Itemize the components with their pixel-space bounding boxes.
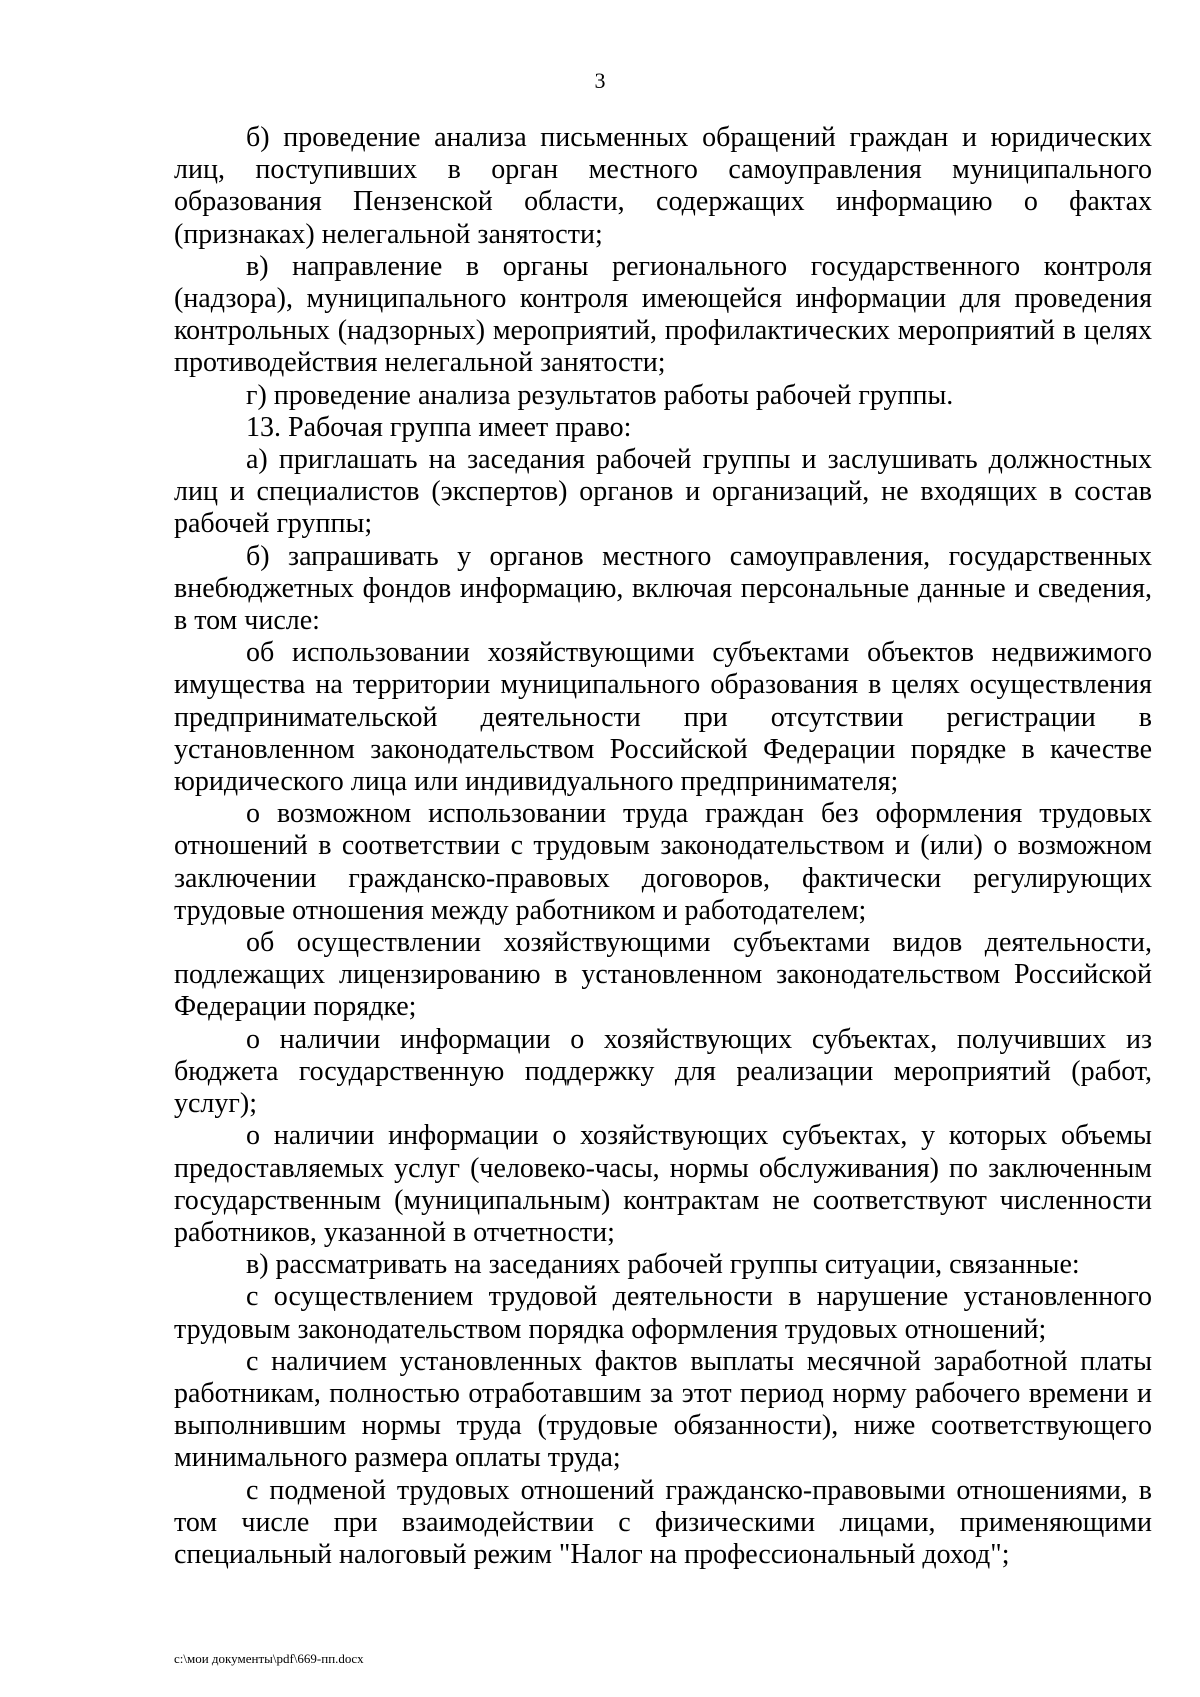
- paragraph-13v-item-1: с осуществлением трудовой деятельности в нарушение установленного трудовым законодательством порядка оформления трудовых отношений;: [174, 1281, 1152, 1345]
- paragraph-13b-item-1: об использовании хозяйствующими субъектами объектов недвижимого имущества на территории муниципального образования в целях осуществления предпринимательской деятельности при отсутствии регистрации в установленном законодательством Российской Федерации порядке в качестве юридического лица или индивидуального предпринимателя;: [174, 637, 1152, 798]
- paragraph-13a: а) приглашать на заседания рабочей группы и заслушивать должностных лиц и специалистов (экспертов) органов и организаций, не входящих в состав рабочей группы;: [174, 444, 1152, 540]
- paragraph-12v: в) направление в органы регионального государственного контроля (надзора), муниципального контроля имеющейся информации для проведения контрольных (надзорных) мероприятий, профилактических мероприятий в целях противодействия нелегальной занятости;: [174, 250, 1152, 379]
- paragraph-12b: б) проведение анализа письменных обращений граждан и юридических лиц, поступивших в орган местного самоуправления муниципального образования Пензенской области, содержащих информацию о фактах (признаках) нелегальной занятости;: [174, 122, 1152, 250]
- footer-file-path: c:\мои документы\pdf\669-пп.docx: [174, 1651, 364, 1666]
- paragraph-13v-item-2: с наличием установленных фактов выплаты месячной заработной платы работникам, полностью отработавшим за этот период норму рабочего времени и выполнившим нормы труда (трудовые обязанности), ниже соответствующего минимального размера оплаты труда;: [174, 1345, 1152, 1474]
- paragraph-13b-item-5: о наличии информации о хозяйствующих субъектах, у которых объемы предоставляемых услуг (человеко-часы, нормы обслуживания) по заключенным государственным (муниципальным) контрактам не соответствуют численности работников, указанной в отчетности;: [174, 1120, 1152, 1248]
- paragraph-13b-item-4: о наличии информации о хозяйствующих субъектах, получивших из бюджета государственную поддержку для реализации мероприятий (работ, услуг);: [174, 1023, 1152, 1120]
- paragraph-13b-item-2: о возможном использовании труда граждан без оформления трудовых отношений в соответствии с трудовым законодательством и (или) о возможном заключении гражданско-правовых договоров, фактически регулирующих трудовые отношения между работником и работодателем;: [174, 798, 1152, 926]
- paragraph-13b: б) запрашивать у органов местного самоуправления, государственных внебюджетных фондов информацию, включая персональные данные и сведения, в том числе:: [174, 540, 1152, 637]
- paragraph-13v: в) рассматривать на заседаниях рабочей группы ситуации, связанные:: [246, 1249, 1080, 1281]
- page-number: 3: [594, 68, 606, 93]
- paragraph-13b-item-3: об осуществлении хозяйствующими субъектами видов деятельности, подлежащих лицензированию в установленном законодательством Российской Федерации порядке;: [174, 927, 1152, 1023]
- paragraph-13v-item-3: с подменой трудовых отношений гражданско-правовыми отношениями, в том числе при взаимодействии с физическими лицами, применяющими специальный налоговый режим "Налог на профессиональный доход";: [174, 1474, 1152, 1570]
- paragraph-12g: г) проведение анализа результатов работы рабочей группы.: [246, 379, 954, 411]
- document-body: [174, 122, 1152, 1571]
- paragraph-13-heading: 13. Рабочая группа имеет право:: [246, 411, 632, 443]
